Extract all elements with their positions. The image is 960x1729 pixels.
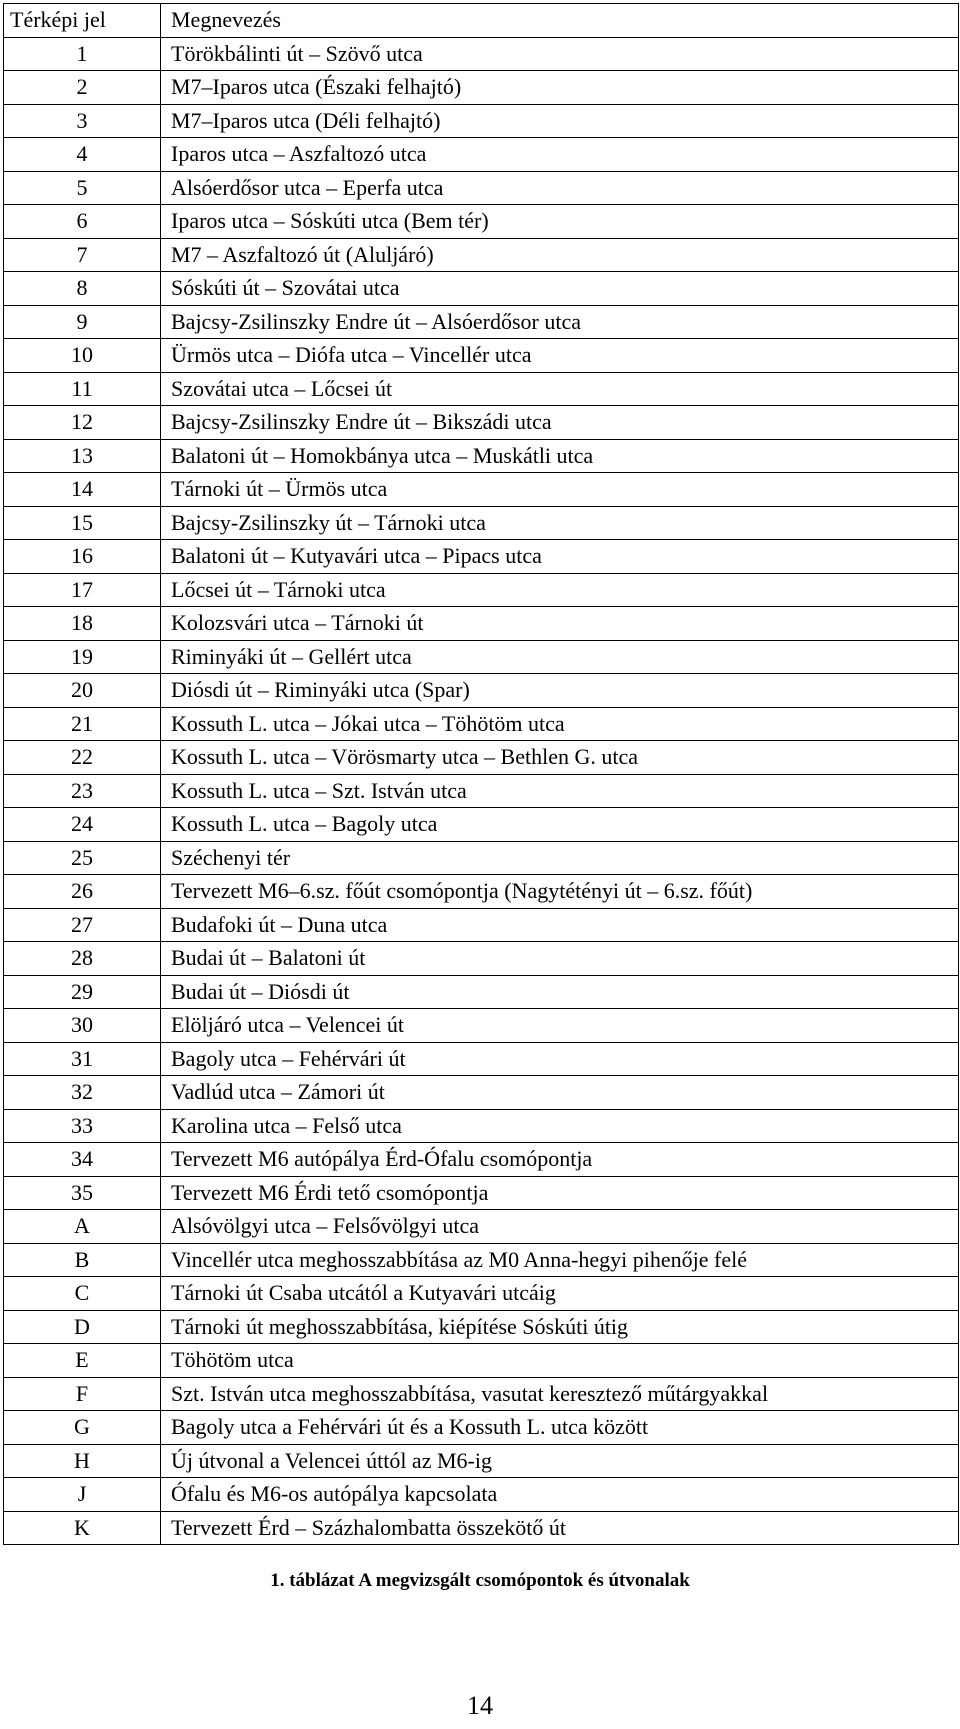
map-id-cell: 16 [4,540,161,574]
name-cell: Széchenyi tér [161,841,959,875]
map-id-cell: 14 [4,473,161,507]
table-row [4,1210,959,1244]
table-row [4,841,959,875]
name-cell: Budafoki út – Duna utca [161,908,959,942]
name-cell: Tervezett M6–6.sz. főút csomópontja (Nagytétényi út – 6.sz. főút) [161,875,959,909]
table-row [4,506,959,540]
table-row [4,1243,959,1277]
table-row [4,1377,959,1411]
map-id-cell: C [4,1277,161,1311]
map-id-cell: 27 [4,908,161,942]
name-cell: Tervezett M6 Érdi tető csomópontja [161,1176,959,1210]
table-row [4,1076,959,1110]
page-number: 14 [467,1691,493,1720]
name-cell: Ürmös utca – Diófa utca – Vincellér utca [161,339,959,373]
table-row [4,1143,959,1177]
map-id-cell: 15 [4,506,161,540]
map-id-cell: F [4,1377,161,1411]
map-id-cell: 23 [4,774,161,808]
table-row [4,1277,959,1311]
name-cell: Vincellér utca meghosszabbítása az M0 Anna-hegyi pihenője felé [161,1243,959,1277]
map-id-cell: 24 [4,808,161,842]
name-cell: Elöljáró utca – Velencei út [161,1009,959,1043]
name-cell: Törökbálinti út – Szövő utca [161,37,959,71]
name-cell: M7–Iparos utca (Déli felhajtó) [161,104,959,138]
name-cell: Bajcsy-Zsilinszky Endre út – Alsóerdősor utca [161,305,959,339]
map-id-cell: 9 [4,305,161,339]
table-row [4,104,959,138]
table-row [4,573,959,607]
table-row [4,1042,959,1076]
intersections-table [3,3,959,1545]
name-cell: Budai út – Diósdi út [161,975,959,1009]
map-id-cell: 8 [4,272,161,306]
table-row [4,1310,959,1344]
name-cell: Töhötöm utca [161,1344,959,1378]
table-row [4,540,959,574]
table-row [4,406,959,440]
name-cell: Balatoni út – Homokbánya utca – Muskátli utca [161,439,959,473]
map-id-cell: E [4,1344,161,1378]
name-cell: Bagoly utca – Fehérvári út [161,1042,959,1076]
table-caption: 1. táblázat A megvizsgált csomópontok és útvonalak [270,1570,690,1591]
map-id-cell: J [4,1478,161,1512]
name-cell: Ófalu és M6-os autópálya kapcsolata [161,1478,959,1512]
name-cell: Bajcsy-Zsilinszky út – Tárnoki utca [161,506,959,540]
name-cell: Diósdi út – Riminyáki utca (Spar) [161,674,959,708]
name-cell: Kossuth L. utca – Vörösmarty utca – Bethlen G. utca [161,741,959,775]
name-cell: Balatoni út – Kutyavári utca – Pipacs utca [161,540,959,574]
name-cell: Bajcsy-Zsilinszky Endre út – Bikszádi utca [161,406,959,440]
table-row [4,1444,959,1478]
table-row [4,71,959,105]
map-id-cell: 22 [4,741,161,775]
table-row [4,305,959,339]
map-id-cell: H [4,1444,161,1478]
name-cell: Kolozsvári utca – Tárnoki út [161,607,959,641]
name-cell: Alsóerdősor utca – Eperfa utca [161,171,959,205]
name-cell: Tárnoki út Csaba utcától a Kutyavári utcáig [161,1277,959,1311]
table-row [4,774,959,808]
name-cell: M7 – Aszfaltozó út (Aluljáró) [161,238,959,272]
map-id-cell: 5 [4,171,161,205]
table-row [4,908,959,942]
name-cell: Karolina utca – Felső utca [161,1109,959,1143]
name-cell: Kossuth L. utca – Szt. István utca [161,774,959,808]
table-row [4,171,959,205]
map-id-cell: 28 [4,942,161,976]
name-cell: Lőcsei út – Tárnoki utca [161,573,959,607]
header-map-id: Térképi jel [4,4,161,38]
name-cell: Kossuth L. utca – Jókai utca – Töhötöm utca [161,707,959,741]
table-row [4,205,959,239]
table-row [4,138,959,172]
map-id-cell: 32 [4,1076,161,1110]
map-id-cell: 10 [4,339,161,373]
map-id-cell: 11 [4,372,161,406]
table-row [4,1109,959,1143]
map-id-cell: G [4,1411,161,1445]
table-row [4,238,959,272]
table-row [4,1511,959,1545]
map-id-cell: 21 [4,707,161,741]
map-id-cell: K [4,1511,161,1545]
table-row [4,942,959,976]
map-id-cell: D [4,1310,161,1344]
table-row [4,674,959,708]
table-body [4,37,959,1545]
table-head [4,4,959,38]
table-row [4,1344,959,1378]
name-cell: Új útvonal a Velencei úttól az M6-ig [161,1444,959,1478]
table-row [4,640,959,674]
table-row [4,1009,959,1043]
map-id-cell: 2 [4,71,161,105]
map-id-cell: 6 [4,205,161,239]
map-id-cell: 4 [4,138,161,172]
map-id-cell: A [4,1210,161,1244]
name-cell: Alsóvölgyi utca – Felsővölgyi utca [161,1210,959,1244]
map-id-cell: 18 [4,607,161,641]
table-row [4,272,959,306]
map-id-cell: B [4,1243,161,1277]
table-row [4,975,959,1009]
name-cell: Bagoly utca a Fehérvári út és a Kossuth L. utca között [161,1411,959,1445]
name-cell: Tervezett Érd – Százhalombatta összekötő út [161,1511,959,1545]
map-id-cell: 3 [4,104,161,138]
map-id-cell: 31 [4,1042,161,1076]
table-row [4,707,959,741]
map-id-cell: 17 [4,573,161,607]
name-cell: Iparos utca – Aszfaltozó utca [161,138,959,172]
map-id-cell: 25 [4,841,161,875]
map-id-cell: 26 [4,875,161,909]
map-id-cell: 33 [4,1109,161,1143]
header-name: Megnevezés [161,4,959,38]
table-row [4,1478,959,1512]
map-id-cell: 34 [4,1143,161,1177]
table-row [4,372,959,406]
name-cell: Szovátai utca – Lőcsei út [161,372,959,406]
name-cell: Riminyáki út – Gellért utca [161,640,959,674]
table-row [4,875,959,909]
map-id-cell: 12 [4,406,161,440]
map-id-cell: 19 [4,640,161,674]
table-row [4,1411,959,1445]
map-id-cell: 20 [4,674,161,708]
map-id-cell: 7 [4,238,161,272]
table-row [4,1176,959,1210]
name-cell: Szt. István utca meghosszabbítása, vasutat keresztező műtárgyakkal [161,1377,959,1411]
name-cell: Kossuth L. utca – Bagoly utca [161,808,959,842]
table-row [4,741,959,775]
name-cell: Tárnoki út meghosszabbítása, kiépítése Sóskúti útig [161,1310,959,1344]
name-cell: Sóskúti út – Szovátai utca [161,272,959,306]
name-cell: Tárnoki út – Ürmös utca [161,473,959,507]
name-cell: Budai út – Balatoni út [161,942,959,976]
name-cell: Iparos utca – Sóskúti utca (Bem tér) [161,205,959,239]
table-row [4,439,959,473]
map-id-cell: 13 [4,439,161,473]
name-cell: M7–Iparos utca (Északi felhajtó) [161,71,959,105]
table-row [4,37,959,71]
map-id-cell: 1 [4,37,161,71]
name-cell: Tervezett M6 autópálya Érd-Ófalu csomópontja [161,1143,959,1177]
table-header-row [4,4,959,38]
table-row [4,473,959,507]
table-row [4,607,959,641]
map-id-cell: 29 [4,975,161,1009]
map-id-cell: 35 [4,1176,161,1210]
table-row [4,339,959,373]
map-id-cell: 30 [4,1009,161,1043]
name-cell: Vadlúd utca – Zámori út [161,1076,959,1110]
table-row [4,808,959,842]
